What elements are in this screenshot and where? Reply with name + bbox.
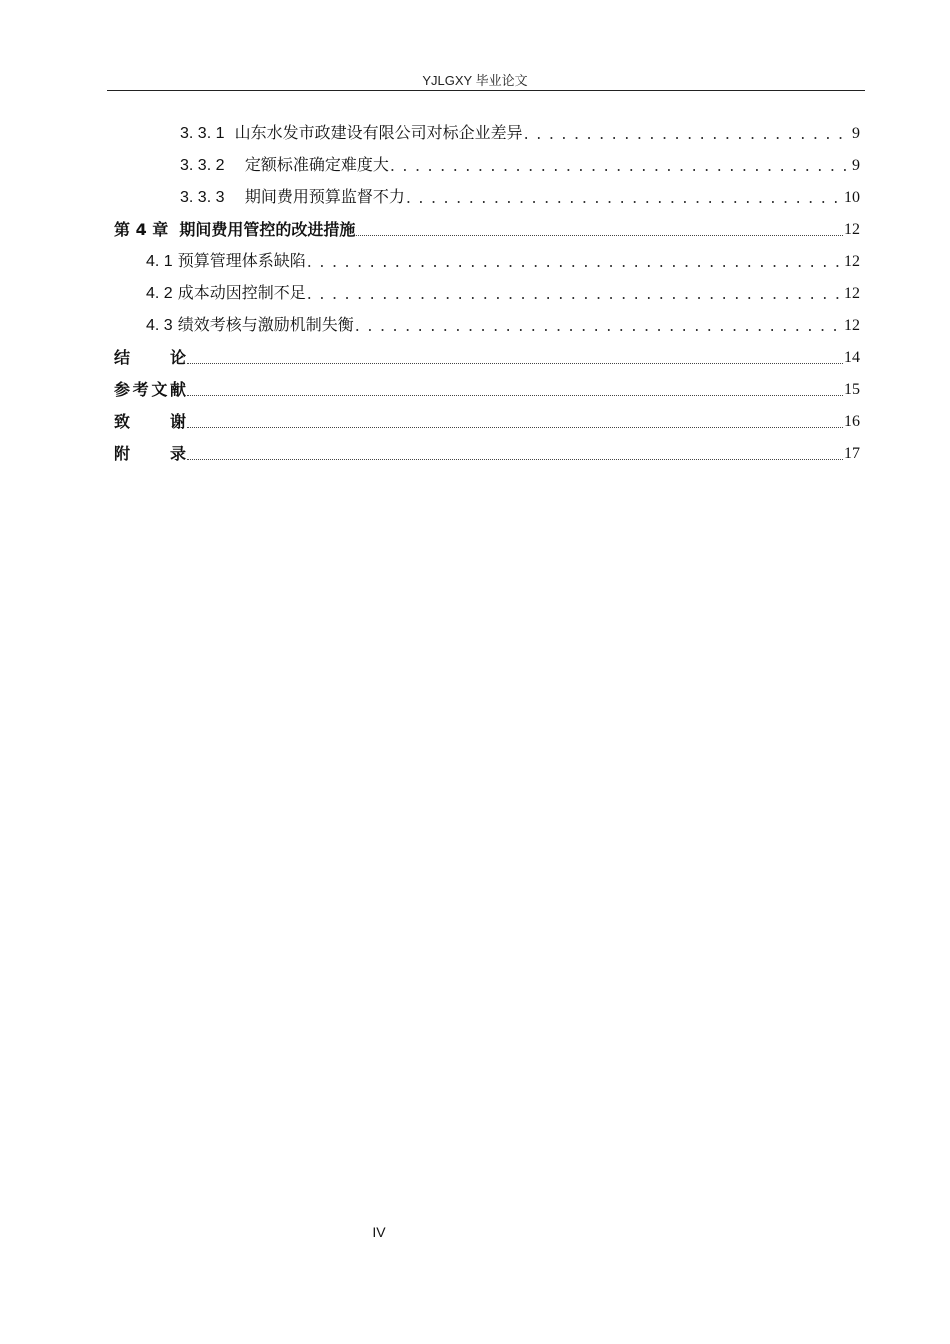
toc-entry-number: 3. 3. 2: [180, 157, 225, 174]
toc-entry-number: 3. 3. 3: [180, 189, 225, 206]
toc-entry-4-1[interactable]: [146, 244, 860, 272]
page-header: YJLGXY 毕业论文: [422, 73, 528, 88]
toc-entry-page: 12: [844, 221, 860, 238]
toc-entry-page: 12: [844, 253, 860, 270]
toc-leader-dots: [307, 284, 843, 304]
toc-leader-dots: [187, 381, 843, 396]
toc-entry-page: 9: [852, 157, 860, 174]
toc-entry-title: 参考文献: [114, 380, 186, 399]
toc-entry-title: 绩效考核与激励机制失衡: [177, 315, 354, 334]
toc-entry-appendix[interactable]: [114, 436, 860, 464]
toc-entry-title: 结 论: [114, 348, 186, 367]
toc-entry-title: 预算管理体系缺陷: [177, 251, 306, 270]
toc-entry-3-3-2[interactable]: [180, 148, 860, 176]
toc-entry-number: 4. 2: [146, 285, 173, 302]
toc-entry-references[interactable]: [114, 372, 860, 400]
toc-entry-page: 15: [844, 381, 860, 398]
toc-entry-page: 10: [844, 189, 860, 206]
toc-entry-number: 第 4 章: [114, 220, 169, 239]
toc-entry-page: 16: [844, 413, 860, 430]
toc-leader-dots: [356, 221, 843, 236]
toc-leader-dots: [307, 252, 843, 272]
toc-entry-page: 17: [844, 445, 860, 462]
toc-entry-title: 期间费用预算监督不力: [244, 187, 405, 206]
header-rule: [107, 90, 865, 91]
toc-leader-dots: [390, 156, 851, 176]
toc-entry-chapter-4[interactable]: [114, 212, 860, 240]
toc-entry-4-3[interactable]: [146, 308, 860, 336]
toc-leader-dots: [524, 124, 851, 144]
toc-leader-dots: [187, 413, 843, 428]
toc-entry-number: 3. 3. 1: [180, 125, 225, 142]
toc-entry-3-3-1[interactable]: [180, 116, 860, 144]
toc-leader-dots: [187, 445, 843, 460]
toc-entry-page: 12: [844, 285, 860, 302]
toc-entry-title: 期间费用管控的改进措施: [179, 220, 356, 239]
toc-entry-3-3-3[interactable]: [180, 180, 860, 208]
toc-entry-title: 致 谢: [114, 412, 186, 431]
toc-leader-dots: [355, 316, 843, 336]
toc-entry-title: 成本动因控制不足: [177, 283, 306, 302]
page-number: IV: [372, 1224, 386, 1240]
toc-entry-number: 4. 1: [146, 253, 173, 270]
toc-entry-title: 山东水发市政建设有限公司对标企业差异: [234, 123, 523, 142]
toc-entry-conclusion[interactable]: [114, 340, 860, 368]
toc-entry-title: 定额标准确定难度大: [244, 155, 389, 174]
toc-entry-title: 附 录: [114, 444, 186, 463]
toc-entry-page: 12: [844, 317, 860, 334]
toc-leader-dots: [187, 349, 843, 364]
toc-entry-page: 14: [844, 349, 860, 366]
toc-entry-number: 4. 3: [146, 317, 173, 334]
toc-entry-page: 9: [852, 125, 860, 142]
toc-entry-4-2[interactable]: [146, 276, 860, 304]
toc-leader-dots: [406, 188, 843, 208]
toc-entry-acknowledgements[interactable]: [114, 404, 860, 432]
